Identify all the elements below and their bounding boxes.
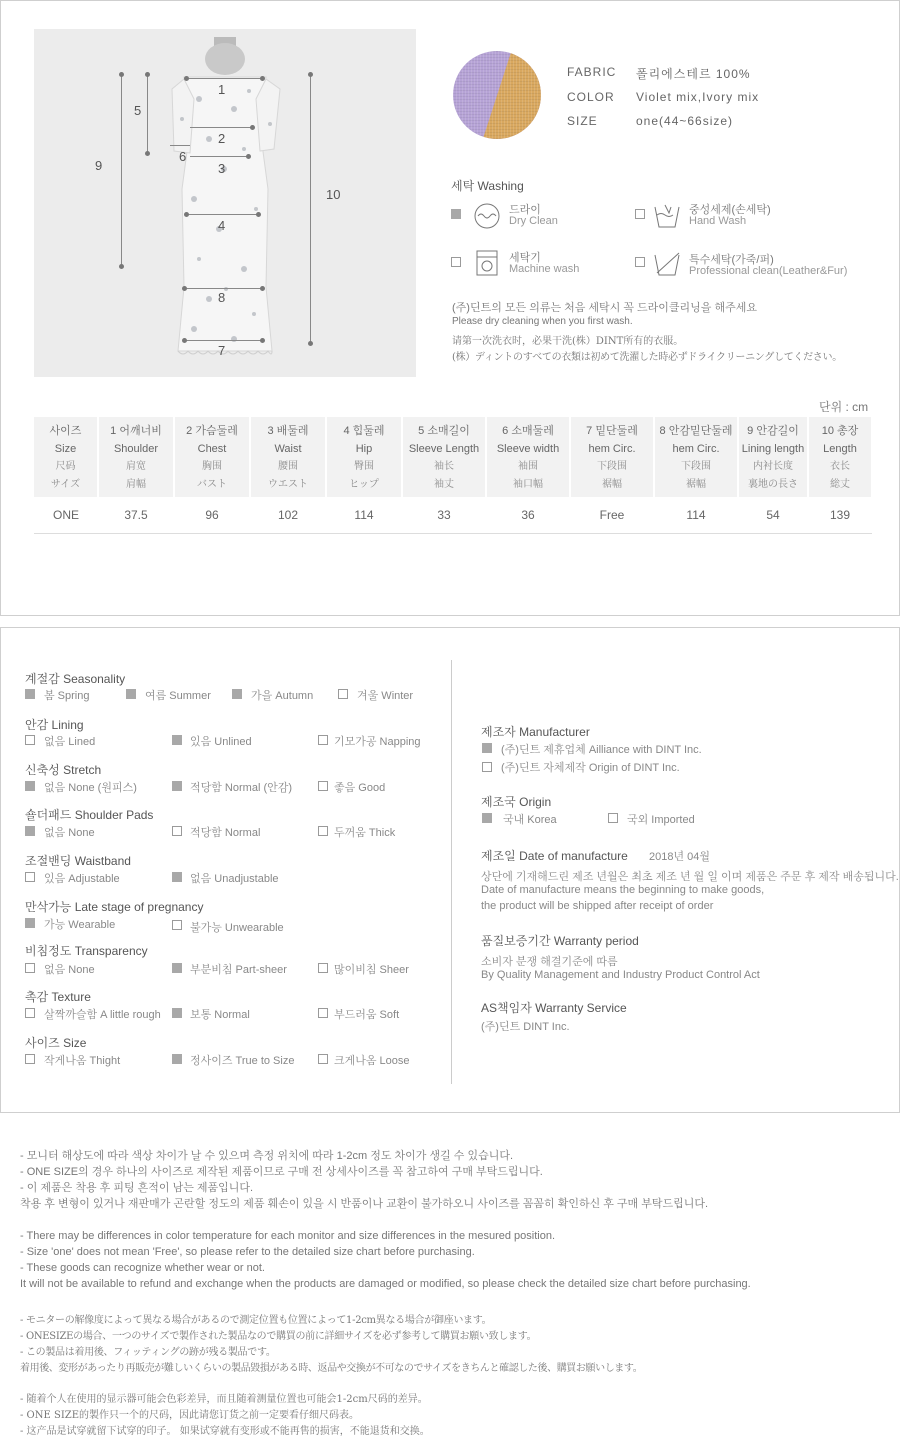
size-info-panel <box>0 0 900 616</box>
warranty-service-value: (주)딘트 DINT Inc. <box>481 1021 570 1033</box>
checkbox-imported[interactable] <box>608 813 618 823</box>
measure-line-10 <box>310 74 311 344</box>
washing-checkbox-professional-clean[interactable] <box>635 257 645 267</box>
measure-dot <box>260 286 265 291</box>
professional-clean-ko: 특수세탁(가죽/퍼) <box>689 254 774 266</box>
professional-clean-en: Professional clean(Leather&Fur) <box>689 265 848 277</box>
hand-wash-ko: 중성세제(손세탁) <box>689 204 771 216</box>
note-en-1: - There may be differences in color temperature for each monitor and size differences in the mesured position. <box>20 1230 556 1242</box>
note-en-4: It will not be available to refund and exchange when the products are damaged or modified, so please check the detailed size chart before purchasing. <box>20 1278 751 1290</box>
checkbox-napping[interactable] <box>318 735 328 745</box>
measure-label-4: 4 <box>218 218 226 233</box>
option-unwearable: 불가능 Unwearable <box>190 922 284 934</box>
table-cell: 139 <box>808 497 872 533</box>
table-cell: ONE <box>34 497 98 533</box>
checkbox-autumn[interactable] <box>232 689 242 699</box>
machine-wash-ko: 세탁기 <box>509 252 541 264</box>
note-zh-1: - 随着个人在使用的显示器可能会色彩差异，而且随着测量位置也可能会1-2cm尺码的差异。 <box>20 1394 428 1405</box>
measure-line-5 <box>147 74 148 154</box>
table-cell: 96 <box>174 497 250 533</box>
stretch-title: 신축성 Stretch <box>25 763 102 777</box>
option-stretch-good: 좋음 Good <box>334 782 386 794</box>
option-adjustable: 있음 Adjustable <box>44 873 120 885</box>
option-wearable: 가능 Wearable <box>44 919 116 931</box>
checkbox-sheer[interactable] <box>318 963 328 973</box>
header-sleeve-length: 5 소매길이 Sleeve Length 袖长 袖丈 <box>402 417 486 497</box>
header-sleeve-width: 6 소매둘레 Sleeve width 袖围 袖口幅 <box>486 417 570 497</box>
checkbox-lined[interactable] <box>25 735 35 745</box>
machine-wash-en: Machine wash <box>509 263 580 275</box>
checkbox-stretch-good[interactable] <box>318 781 328 791</box>
date-of-manufacture-value: 2018년 04월 <box>649 851 711 863</box>
checkbox-spring[interactable] <box>25 689 35 699</box>
option-alliance: (주)딘트 제휴업체 Ailliance with DINT Inc. <box>501 744 702 756</box>
option-napping: 기모가공 Napping <box>334 736 421 748</box>
measure-line-4 <box>186 214 258 215</box>
note-ja-2: - ONESIZEの場合、一つのサイズで製作された製品なので購買の前に詳細サイズを必ず参考して購買お願い致します。 <box>20 1331 537 1342</box>
option-spring: 봄 Spring <box>44 690 90 702</box>
measure-dot <box>119 72 124 77</box>
checkbox-texture-normal[interactable] <box>172 1008 182 1018</box>
size-label: SIZE <box>567 114 598 128</box>
header-hip: 4 힙둘레 Hip 臀围 ヒップ <box>326 417 402 497</box>
table-cell: 54 <box>738 497 808 533</box>
size-unit: 단위 : cm <box>819 400 869 414</box>
measure-dot <box>308 72 313 77</box>
measure-label-2: 2 <box>218 131 226 146</box>
lining-title: 안감 Lining <box>25 718 84 732</box>
header-lining-hem-circ: 8 안감밑단둘레 hem Circ. 下段围 裾幅 <box>654 417 738 497</box>
waistband-title: 조절밴딩 Waistband <box>25 854 131 868</box>
note-zh-3: - 这产品是试穿就留下试穿的印子。 如果试穿就有变形或不能再售的损害，不能退货和交换。 <box>20 1426 430 1437</box>
table-row <box>34 497 872 533</box>
note-ko-1: - 모니터 해상도에 따라 색상 차이가 날 수 있으며 측정 위치에 따라 1-2cm 정도 차이가 생길 수 있습니다. <box>20 1150 514 1162</box>
texture-title: 촉감 Texture <box>25 990 91 1004</box>
fit-size-title: 사이즈 Size <box>25 1036 87 1050</box>
option-unlined: 있음 Unlined <box>190 736 252 748</box>
checkbox-loose[interactable] <box>318 1054 328 1064</box>
measure-label-9: 9 <box>95 158 103 173</box>
header-length: 10 총장 Length 衣长 総丈 <box>808 417 872 497</box>
option-stretch-normal: 적당함 Normal (안감) <box>190 782 293 794</box>
option-sheer: 많이비침 Sheer <box>334 964 409 976</box>
option-autumn: 가을 Autumn <box>251 690 314 702</box>
option-true-to-size: 정사이즈 True to Size <box>190 1055 295 1067</box>
dry-clean-icon <box>473 203 501 229</box>
note-ja-3: - この製品は着用後、フィッティングの跡が残る製品です。 <box>20 1347 276 1358</box>
option-lined: 없음 Lined <box>44 736 96 748</box>
option-pads-thick: 두꺼움 Thick <box>334 827 396 839</box>
washing-note-ko: (주)딘트의 모든 의류는 처음 세탁시 꼭 드라이클리닝을 해주세요 <box>452 302 757 314</box>
header-lining-length: 9 안감길이 Lining length 内衬长度 裏地の長さ <box>738 417 808 497</box>
note-ja-4: 着用後、変形があったり再販売が難しいくらいの製品毀損がある時、返品や交換が不可なのでサイズをきちんと確認した後、購買お願いします。 <box>20 1363 643 1374</box>
checkbox-tight[interactable] <box>25 1054 35 1064</box>
measure-dot <box>308 341 313 346</box>
option-rough: 살짝까슬함 A little rough <box>44 1009 161 1021</box>
measure-line-6 <box>170 145 190 146</box>
note-zh-2: - ONE SIZE的製作只一个的尺码，因此请您订货之前一定要看仔细尺码表。 <box>20 1410 360 1421</box>
measure-line-9 <box>121 74 122 266</box>
option-summer: 여름 Summer <box>145 690 211 702</box>
option-korea: 국내 Korea <box>503 814 557 826</box>
washing-title: 세탁 Washing <box>451 179 524 193</box>
checkbox-true-to-size[interactable] <box>172 1054 182 1064</box>
option-tight: 작게나옴 Thight <box>44 1055 121 1067</box>
measure-line-3 <box>190 156 248 157</box>
checkbox-wearable[interactable] <box>25 918 35 928</box>
checkbox-alliance[interactable] <box>482 743 492 753</box>
measure-line-7 <box>184 340 262 341</box>
attributes-panel <box>0 627 900 1113</box>
table-cell: 37.5 <box>98 497 174 533</box>
table-cell: Free <box>570 497 654 533</box>
measure-dot <box>184 212 189 217</box>
note-ja-1: - モニターの解像度によって異なる場合があるので測定位置も位置によって1-2cm異なる場合が御座います。 <box>20 1315 492 1326</box>
option-stretch-none: 없음 None (원피스) <box>44 782 137 794</box>
note-en-3: - These goods can recognize whether wear or not. <box>20 1262 265 1274</box>
option-winter: 겨울 Winter <box>357 690 414 702</box>
shoulder-pads-title: 숄더패드 Shoulder Pads <box>25 808 154 822</box>
option-part-sheer: 부분비침 Part-sheer <box>190 964 287 976</box>
header-chest: 2 가슴둘레 Chest 胸围 バスト <box>174 417 250 497</box>
measure-dot <box>119 264 124 269</box>
warranty-period-ko: 소비자 분쟁 해결기준에 따름 <box>481 956 618 968</box>
transparency-title: 비침정도 Transparency <box>25 944 148 958</box>
measure-line-8 <box>184 288 262 289</box>
size-table-header <box>34 417 872 497</box>
machine-wash-icon <box>475 249 499 277</box>
measure-dot <box>256 212 261 217</box>
hand-wash-en: Hand Wash <box>689 215 747 227</box>
note-ko-4: 착용 후 변형이 있거나 재판매가 곤란할 정도의 제품 훼손이 있을 시 반품이나 교환이 불가하오니 사이즈를 꼼꼼히 확인하신 후 구매 부탁드립니다. <box>20 1198 709 1210</box>
checkbox-pads-thick[interactable] <box>318 826 328 836</box>
measure-label-6: 6 <box>179 149 187 164</box>
measure-dot <box>250 125 255 130</box>
seasonality-title: 계절감 Seasonality <box>25 672 126 686</box>
header-size: 사이즈 Size 尺码 サイズ <box>34 417 98 497</box>
warranty-service-title: AS책임자 Warranty Service <box>481 1001 627 1015</box>
option-unadjustable: 없음 Unadjustable <box>190 873 279 885</box>
option-imported: 국외 Imported <box>627 814 695 826</box>
manufacture-note-en-1: Date of manufacture means the beginning to make goods, <box>481 884 765 896</box>
washing-note-en: Please dry cleaning when you first wash. <box>452 316 633 327</box>
dry-clean-ko: 드라이 <box>509 204 541 216</box>
checkbox-unwearable[interactable] <box>172 920 182 930</box>
option-pads-normal: 적당함 Normal <box>190 827 261 839</box>
measure-dot <box>246 154 251 159</box>
measure-label-7: 7 <box>218 343 226 358</box>
measure-line-1 <box>186 78 262 79</box>
manufacturer-title: 제조자 Manufacturer <box>481 725 590 739</box>
washing-checkbox-machine-wash[interactable] <box>451 257 461 267</box>
note-en-2: - Size 'one' does not mean 'Free', so please refer to the detailed size chart before purchasing. <box>20 1246 475 1258</box>
measure-dot <box>184 76 189 81</box>
manufacture-note-en-2: the product will be shipped after receipt of order <box>481 900 714 912</box>
checkbox-origin-dint[interactable] <box>482 762 492 772</box>
option-texture-normal: 보통 Normal <box>190 1009 250 1021</box>
date-of-manufacture-title: 제조일 Date of manufacture <box>481 849 628 863</box>
measure-dot <box>145 72 150 77</box>
header-hem-circ: 7 밑단둘레 hem Circ. 下段围 裾幅 <box>570 417 654 497</box>
note-ko-2: - ONE SIZE의 경우 하나의 사이즈로 제작된 제품이므로 구매 전 상세사이즈를 꼭 참고하여 구매 부탁드립니다. <box>20 1166 543 1178</box>
option-soft: 부드러움 Soft <box>334 1009 400 1021</box>
washing-note-zh: 请第一次洗衣时，必果干洗(株）DINT所有的衣服。 <box>452 336 684 347</box>
header-shoulder: 1 어깨너비 Shoulder 肩宽 肩幅 <box>98 417 174 497</box>
option-transparency-none: 없음 None <box>44 964 95 976</box>
dry-clean-en: Dry Clean <box>509 215 558 227</box>
garment-image <box>34 29 416 377</box>
hand-wash-icon <box>653 201 681 229</box>
option-loose: 크게나옴 Loose <box>334 1055 410 1067</box>
checkbox-stretch-none[interactable] <box>25 781 35 791</box>
fabric-value: 폴리에스테르 100% <box>636 67 751 81</box>
checkbox-transparency-none[interactable] <box>25 963 35 973</box>
washing-checkbox-hand-wash[interactable] <box>635 209 645 219</box>
measure-dot <box>260 76 265 81</box>
warranty-period-title: 품질보증기간 Warranty period <box>481 934 639 948</box>
measure-label-10: 10 <box>326 187 341 202</box>
warranty-period-en: By Quality Management and Industry Product Control Act <box>481 969 760 981</box>
checkbox-rough[interactable] <box>25 1008 35 1018</box>
checkbox-pads-none[interactable] <box>25 826 35 836</box>
measure-line-2 <box>190 127 252 128</box>
fabric-swatch <box>453 51 541 139</box>
checkbox-summer[interactable] <box>126 689 136 699</box>
checkbox-winter[interactable] <box>338 689 348 699</box>
manufacture-note-ko: 상단에 기재해드린 제조 년월은 최초 제조 년 월 일 이며 제품은 주문 후 제작 배송됩니다. <box>481 871 899 883</box>
table-cell: 114 <box>654 497 738 533</box>
origin-title: 제조국 Origin <box>481 795 552 809</box>
table-cell: 114 <box>326 497 402 533</box>
measure-dot <box>145 151 150 156</box>
table-cell: 102 <box>250 497 326 533</box>
color-label: COLOR <box>567 90 615 104</box>
table-cell: 33 <box>402 497 486 533</box>
option-pads-none: 없음 None <box>44 827 95 839</box>
note-ko-3: - 이 제품은 착용 후 피팅 흔적이 남는 제품입니다. <box>20 1182 254 1194</box>
measure-label-8: 8 <box>218 290 226 305</box>
professional-clean-icon <box>653 249 681 277</box>
measure-dot <box>260 338 265 343</box>
washing-checkbox-dry-clean[interactable] <box>451 209 461 219</box>
header-waist: 3 배둘레 Waist 腰围 ウエスト <box>250 417 326 497</box>
measure-label-3: 3 <box>218 161 226 176</box>
table-cell: 36 <box>486 497 570 533</box>
size-table <box>34 417 873 534</box>
measure-label-5: 5 <box>134 103 142 118</box>
checkbox-part-sheer[interactable] <box>172 963 182 973</box>
checkbox-pads-normal[interactable] <box>172 826 182 836</box>
panel-divider <box>451 660 452 1084</box>
checkbox-stretch-normal[interactable] <box>172 781 182 791</box>
size-value: one(44~66size) <box>636 114 734 128</box>
checkbox-korea[interactable] <box>482 813 492 823</box>
checkbox-adjustable[interactable] <box>25 872 35 882</box>
measure-dot <box>182 338 187 343</box>
measure-dot <box>182 286 187 291</box>
color-value: Violet mix,Ivory mix <box>636 90 760 104</box>
washing-note-ja: (株）ディントのすべての衣類は初めて洗濯した時必ずドライクリーニングしてください。 <box>452 352 842 363</box>
checkbox-unlined[interactable] <box>172 735 182 745</box>
fabric-label: FABRIC <box>567 65 617 79</box>
option-origin-dint: (주)딘트 자체제작 Origin of DINT Inc. <box>501 762 680 774</box>
pregnancy-title: 만삭가능 Late stage of pregnancy <box>25 900 204 914</box>
measure-label-1: 1 <box>218 82 226 97</box>
checkbox-unadjustable[interactable] <box>172 872 182 882</box>
checkbox-soft[interactable] <box>318 1008 328 1018</box>
